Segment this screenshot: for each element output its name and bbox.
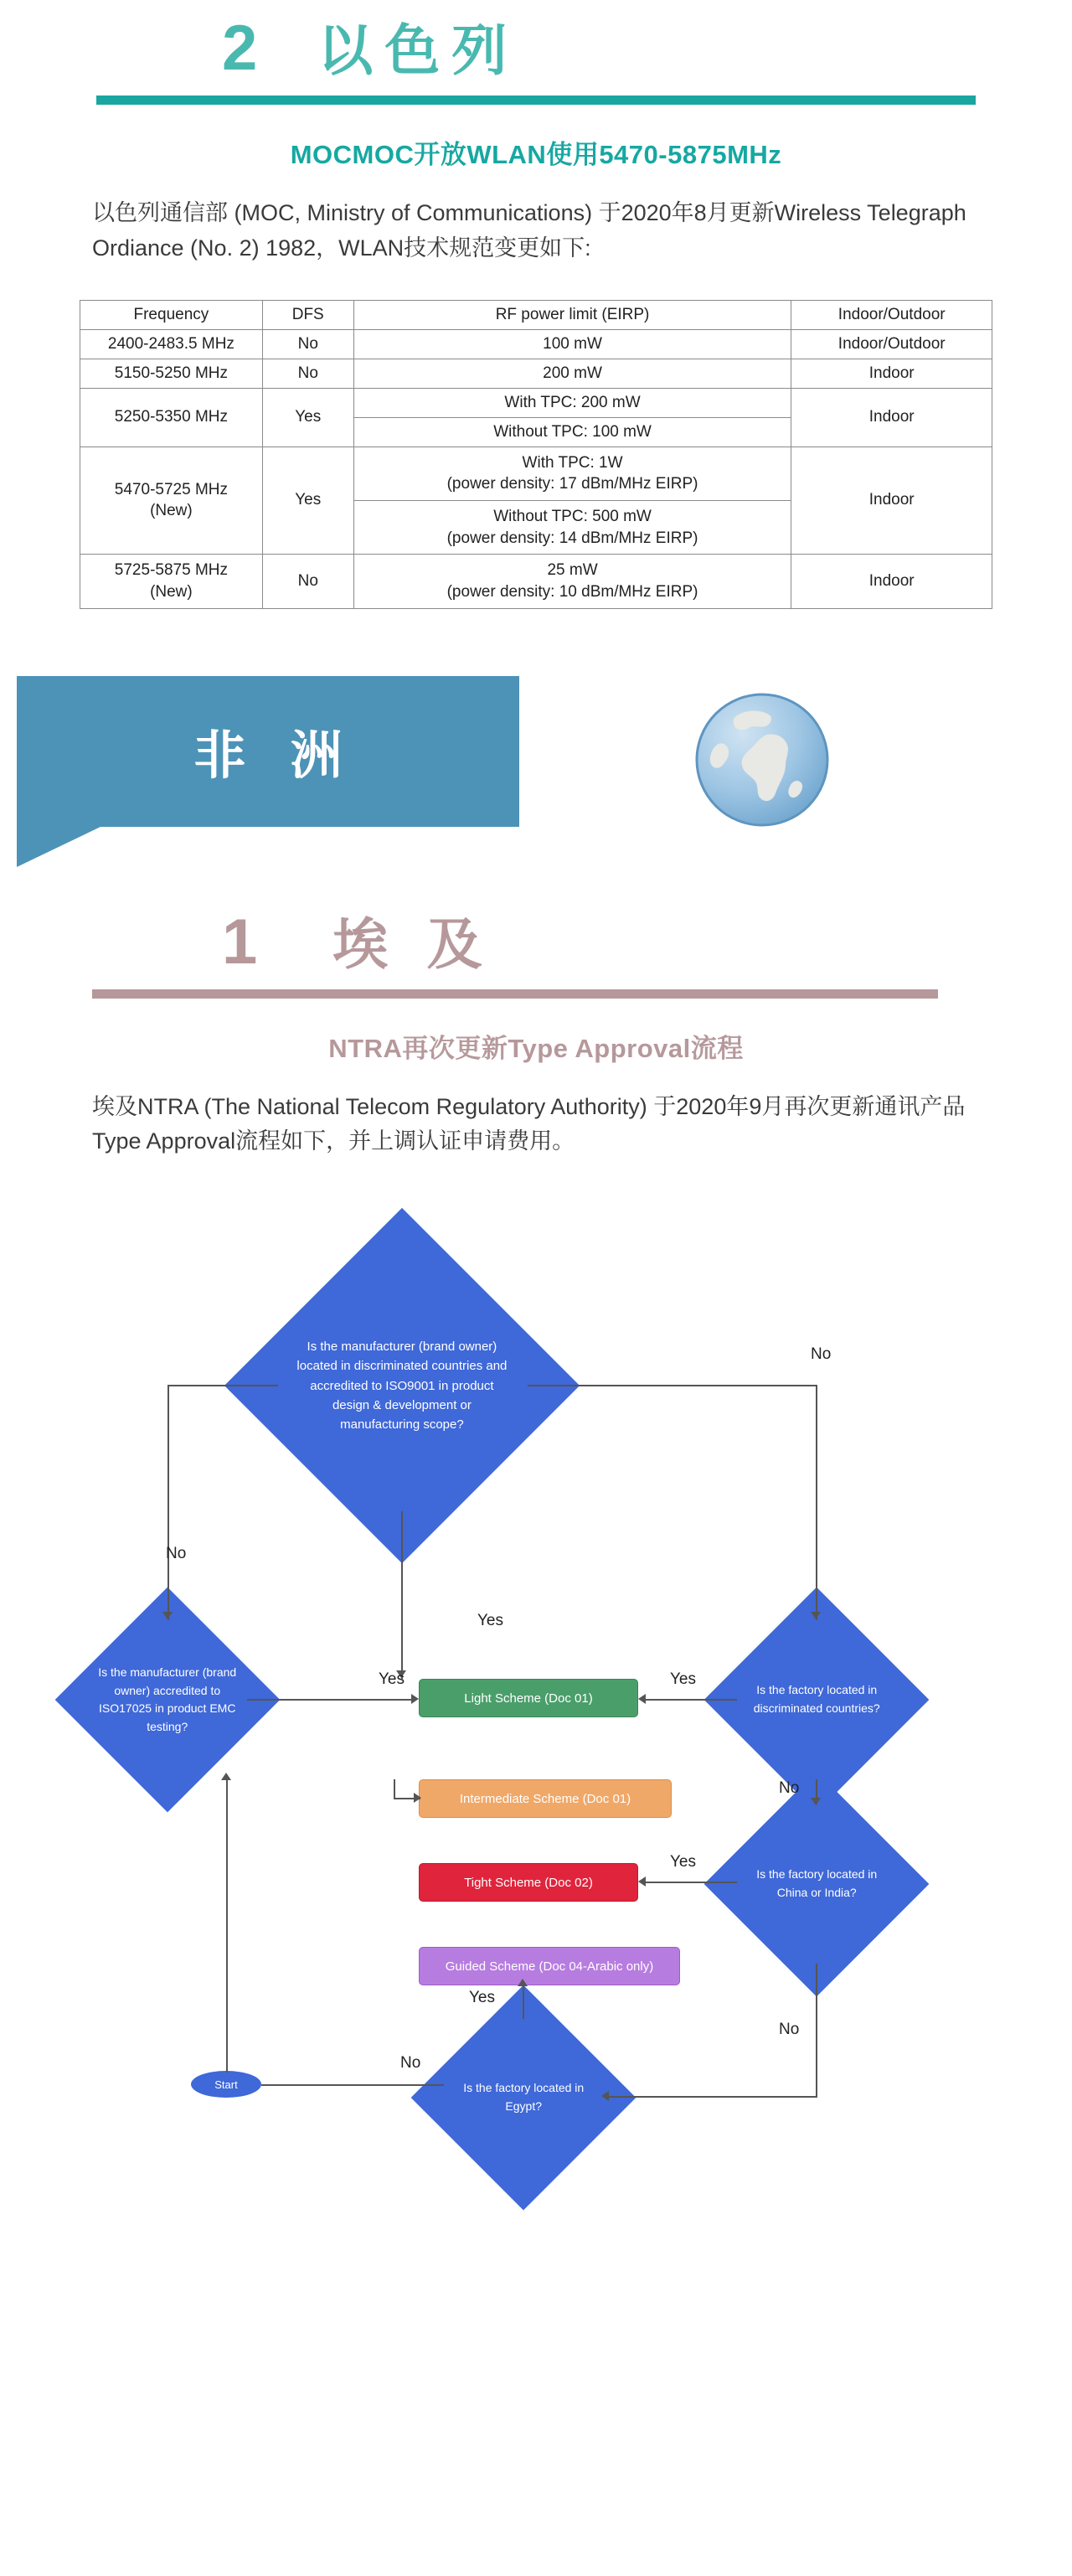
label-no-right-mid: No [779, 1779, 800, 1798]
header-rf-power: RF power limit (EIRP) [353, 300, 791, 329]
arrowhead-d3-to-d4 [811, 1798, 821, 1805]
section-africa-banner [0, 676, 1072, 894]
box-guided-scheme [419, 1947, 680, 1985]
teal-divider [96, 96, 976, 105]
cell-frequency [80, 555, 263, 608]
arrowhead-d2-to-light [411, 1694, 419, 1704]
israel-heading [96, 13, 976, 84]
connector-d2-to-light [247, 1699, 415, 1701]
cell-rf [353, 555, 791, 608]
israel-section-title: 以色列 [317, 19, 519, 81]
box-tight-scheme-label: Tight Scheme (Doc 02) [464, 1875, 593, 1890]
cell-dfs: No [262, 555, 353, 608]
rose-divider [92, 989, 938, 999]
connector-d4-to-tight [641, 1882, 737, 1883]
label-yes-tight: Yes [670, 1853, 696, 1871]
arrowhead-d4-to-tight [638, 1877, 646, 1887]
connector-d1-left-down [168, 1385, 169, 1620]
table-row [80, 555, 992, 608]
decision-manufacturer-iso17025-label: Is the manufacturer (brand owner) accredited to ISO17025 in product EMC testing? [98, 1665, 237, 1733]
cell-rf: 200 mW [353, 359, 791, 388]
globe-icon [687, 684, 838, 835]
label-yes-center: Yes [477, 1612, 503, 1630]
egypt-subtitle: NTRA再次更新Type Approval流程 [328, 1033, 744, 1063]
table-row [80, 388, 992, 417]
egypt-paragraph: 埃及NTRA (The National Telecom Regulatory Authority) 于2020年9月再次更新通讯产品Type Approval流程如下，并上调认证申请费用。 [92, 1093, 966, 1154]
egypt-section-title: 埃 及 [332, 912, 494, 975]
connector-d4-bottom [605, 2096, 816, 2098]
box-tight-scheme [419, 1863, 638, 1902]
start-node [191, 2071, 261, 2098]
egypt-heading [96, 906, 976, 978]
cell-rf-line2: (power density: 14 dBm/MHz EIRP) [446, 529, 698, 547]
cell-rf-line2: (power density: 10 dBm/MHz EIRP) [446, 582, 698, 601]
box-light-scheme [419, 1679, 638, 1717]
header-dfs: DFS [262, 300, 353, 329]
arrowhead-start-to-d2 [221, 1773, 231, 1780]
cell-rf: 100 mW [353, 329, 791, 359]
cell-frequency-line2: (New) [150, 502, 193, 520]
table-row [80, 447, 992, 500]
label-no-top-right: No [811, 1345, 832, 1364]
decision-factory-china-india-label: Is the factory located in China or India? [756, 1867, 877, 1900]
table-row [80, 329, 992, 359]
connector-start-up [226, 1779, 228, 2071]
connector-d1-down [401, 1511, 403, 1679]
box-guided-scheme-label: Guided Scheme (Doc 04-Arabic only) [445, 1959, 654, 1974]
cell-frequency: 5250-5350 MHz [80, 388, 263, 447]
box-light-scheme-label: Light Scheme (Doc 01) [464, 1691, 593, 1706]
cell-io: Indoor/Outdoor [791, 329, 992, 359]
decision-manufacturer-iso9001-label: Is the manufacturer (brand owner) located in discriminated countries and accredited to ISO9001 in product design & development or manufacturing scope? [296, 1340, 508, 1433]
table-row [80, 359, 992, 388]
africa-banner [17, 676, 519, 827]
israel-paragraph: 以色列通信部 (MOC, Ministry of Communications) 于2020年8月更新Wireless Telegraph Ordiance (No. 2) 1982，WLAN技术规范变更如下: [92, 200, 966, 261]
label-no-bottom: No [400, 2054, 421, 2073]
connector-d1-right-down [816, 1385, 817, 1620]
cell-io-text: Indoor [868, 491, 915, 509]
cell-frequency [80, 447, 263, 555]
cell-dfs: No [262, 359, 353, 388]
type-approval-flowchart [0, 1193, 1072, 2148]
header-frequency: Frequency [80, 300, 263, 329]
cell-dfs: Yes [262, 388, 353, 447]
cell-rf [353, 500, 791, 554]
cell-frequency-line1: 5470-5725 MHz [114, 480, 228, 498]
connector-start-joint [226, 2071, 228, 2073]
arrowhead-d1-left [162, 1612, 173, 1619]
label-no-left: No [166, 1545, 187, 1563]
israel-section-number: 2 [222, 13, 260, 84]
arrowhead-d3-to-light [638, 1694, 646, 1704]
cell-rf: With TPC: 200 mW [353, 388, 791, 417]
start-node-label: Start [214, 2078, 238, 2091]
cell-rf-line1: 25 mW [547, 561, 598, 580]
egypt-section-number: 1 [222, 906, 258, 978]
cell-dfs: No [262, 329, 353, 359]
section-egypt [0, 906, 1072, 2149]
label-no-bottom-right: No [779, 2021, 800, 2039]
cell-dfs: Yes [262, 447, 353, 555]
cell-rf-line1: Without TPC: 500 mW [493, 507, 652, 525]
cell-io: Indoor [791, 555, 992, 608]
box-intermediate-scheme [419, 1779, 672, 1818]
cell-io: Indoor [791, 388, 992, 447]
africa-banner-tail [17, 827, 100, 867]
israel-frequency-table-wrap [80, 300, 992, 609]
connector-d4-down [816, 1964, 817, 2098]
frequency-table [80, 300, 992, 609]
israel-subtitle: MOCMOC开放WLAN使用5470-5875MHz [290, 140, 782, 169]
arrowhead-d1-right [811, 1612, 821, 1619]
decision-factory-discriminated-label: Is the factory located in discriminated countries? [753, 1683, 880, 1716]
cell-frequency-line1: 5725-5875 MHz [114, 561, 228, 580]
cell-rf-line1: With TPC: 1W [522, 453, 623, 472]
cell-rf: Without TPC: 100 mW [353, 417, 791, 447]
cell-frequency: 2400-2483.5 MHz [80, 329, 263, 359]
arrowhead-to-intermediate [414, 1793, 421, 1803]
connector-d5-up [523, 1985, 524, 2019]
label-yes-right: Yes [670, 1670, 696, 1689]
table-header-row [80, 300, 992, 329]
connector-d5-left [261, 2084, 444, 2086]
box-intermediate-scheme-label: Intermediate Scheme (Doc 01) [459, 1791, 631, 1806]
connector-d1-right [528, 1385, 817, 1386]
arrowhead-d4-to-d5 [601, 2091, 609, 2101]
cell-io [791, 447, 992, 555]
cell-rf-line2: (power density: 17 dBm/MHz EIRP) [446, 475, 698, 493]
cell-frequency-line2: (New) [150, 582, 193, 601]
cell-rf [353, 447, 791, 500]
label-yes-left: Yes [379, 1670, 405, 1689]
connector-d1-left [168, 1385, 278, 1386]
decision-factory-egypt-label: Is the factory located in Egypt? [463, 2081, 584, 2114]
connector-d3-to-light [641, 1699, 737, 1701]
africa-banner-label: 非 洲 [193, 727, 358, 786]
arrowhead-d5-up [518, 1979, 528, 1986]
label-yes-guided: Yes [469, 1989, 495, 2007]
cell-frequency: 5150-5250 MHz [80, 359, 263, 388]
connector-intermediate-riser [394, 1779, 395, 1799]
cell-io: Indoor [791, 359, 992, 388]
header-indoor-outdoor: Indoor/Outdoor [791, 300, 992, 329]
section-israel [0, 0, 1072, 609]
